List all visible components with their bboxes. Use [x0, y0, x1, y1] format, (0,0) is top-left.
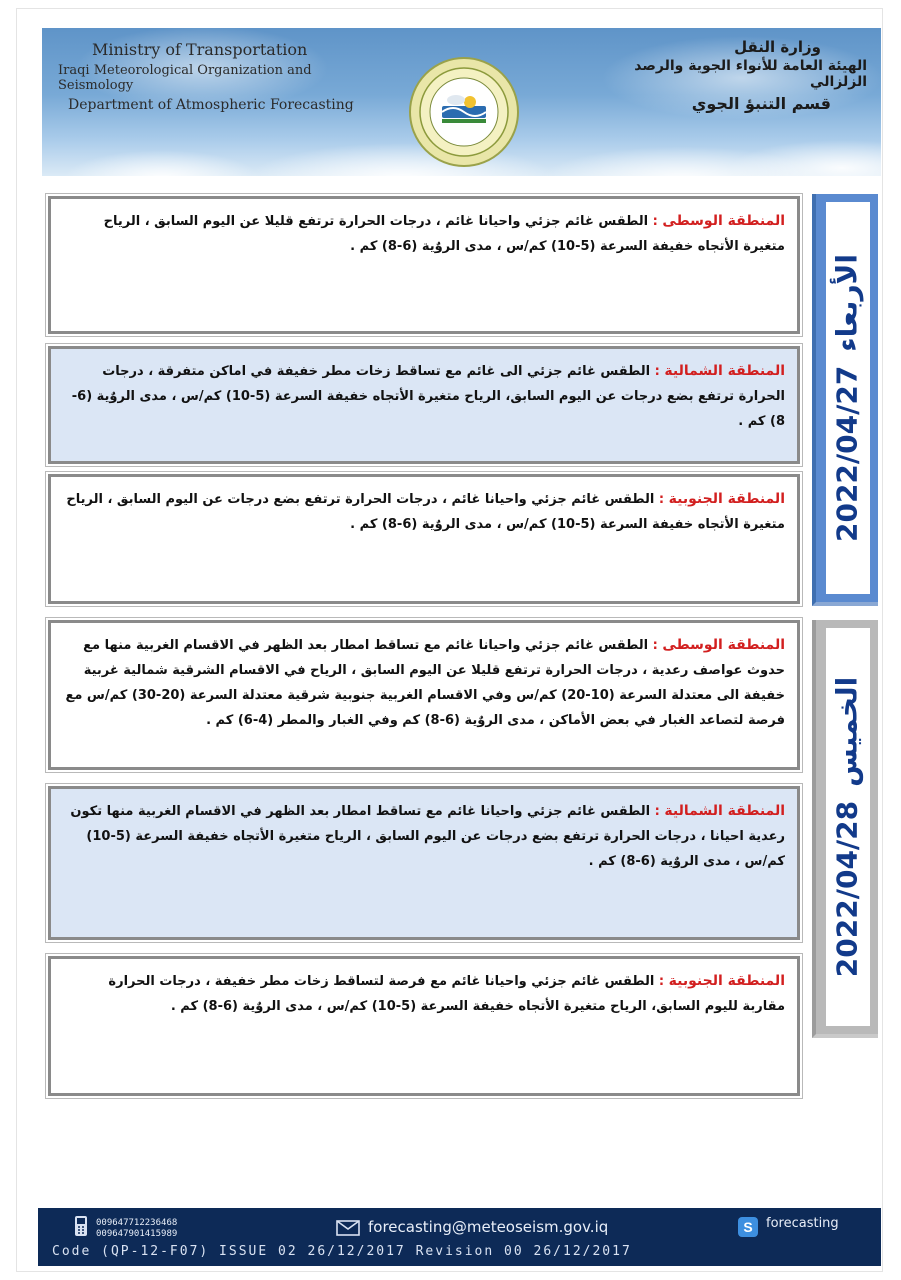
date-label-day2 [831, 677, 864, 977]
forecast-text: الطقس غائم جزئي واحيانا غائم ، درجات الحرارة ترتفع بضع درجات عن اليوم السابق ، الرياح متغيرة الأتجاه خفيفة السرعة (5-10) كم/س ، مدى الروٌية (6-8) كم . [66, 492, 785, 532]
date-bar-day2 [812, 620, 878, 1038]
region-name: المنطقة الشمالية [664, 363, 785, 379]
day-name: الأربعاء [830, 253, 864, 352]
document-code: Code (QP-12-F07) ISSUE 02 26/12/2017 Revision 00 26/12/2017 [52, 1244, 632, 1259]
ministry-name-en: Ministry of Transportation [92, 40, 308, 59]
phone-numbers [96, 1218, 177, 1240]
forecast-text: الطقس غائم جزئي واحيانا غائم مع فرصة لتساقط زخات مطر خفيفة ، درجات الحرارة مقاربة لليوم السابق، الرياح متغيرة الأتجاه خفيفة السرعة (5-10) كم/س ، مدى الروٌية (6-8) كم . [108, 974, 785, 1014]
footer [38, 1208, 881, 1266]
region-name: المنطقة الشمالية [664, 803, 785, 819]
forecast-box-day2-north: المنطقة الشمالية : الطقس غائم جزئي واحيانا غائم مع تساقط امطار بعد الظهر في الاقسام الغربية منها تكون رعدية احيانا ، درجات الحرارة ترتفع بضع درجات عن اليوم السابق ، الرياح متغيرة الأتجاه خفيفة السرعة (5-10) كم/س ، مدى الروٌية (6-8) كم . [48, 786, 800, 940]
contact-email[interactable]: forecasting@meteoseism.gov.iq [368, 1218, 609, 1236]
region-name: المنطقة الجنوبية [668, 973, 785, 989]
department-name-ar: قسم التنبؤ الجوي [691, 94, 831, 113]
organization-name-ar: الهيئة العامة للأنواء الجوية والرصد الزلزالي [634, 58, 867, 90]
header-english [58, 40, 358, 113]
date-label-day1 [831, 254, 864, 542]
date-value: 2022/04/28 [830, 800, 864, 978]
forecast-box-day2-central: المنطقة الوسطى : الطقس غائم جزئي واحيانا غائم مع تساقط امطار بعد الظهر في الاقسام الغربية منها مع حدوث عواصف رعدية ، درجات الحرارة ترتفع قليلا عن اليوم السابق ، الرياح في الاقسام الشرقية شمالية غربية خفيفة الى معتدلة السرعة (10-20) كم/س وفي الاقسام الغربية جنوبية شرقية معتدلة السرعة (20-30) كم/س مع فرصة لتصاعد الغبار في بعض الأماكن ، مدى الروٌية (6-8) كم وفي الغبار والمطر (4-6) كم . [48, 620, 800, 770]
department-name-en: Department of Atmospheric Forecasting [68, 97, 354, 113]
header-arabic [587, 38, 867, 113]
forecast-text: الطقس غائم جزئي واحيانا غائم ، درجات الحرارة ترتفع قليلا عن اليوم السابق ، الرياح متغيرة الأتجاه خفيفة السرعة (5-10) كم/س ، مدى الروٌية (6-8) كم . [103, 214, 785, 254]
day-name: الخميس [830, 676, 864, 787]
ministry-name-ar: وزارة النقل [734, 38, 821, 56]
header-banner [42, 28, 881, 176]
phone-number-1: 009647712236468 [96, 1218, 178, 1228]
region-name: المنطقة الوسطى [662, 637, 785, 653]
region-name: المنطقة الجنوبية [668, 491, 785, 507]
forecast-box-day1-north: المنطقة الشمالية : الطقس غائم جزئي الى غائم مع تساقط زخات مطر خفيفة في اماكن متفرقة ، درجات الحرارة ترتفع بضع درجات عن اليوم السابق، الرياح متغيرة الأتجاه خفيفة السرعة (5-10) كم/س ، مدى الروٌية (6-8) كم . [48, 346, 800, 464]
forecast-text: الطقس غائم جزئي الى غائم مع تساقط زخات مطر خفيفة في اماكن متفرقة ، درجات الحرارة ترتفع بضع درجات عن اليوم السابق، الرياح متغيرة الأتجاه خفيفة السرعة (5-10) كم/س ، مدى الروٌية (6-8) كم . [71, 364, 785, 429]
organization-seal-icon [408, 56, 520, 168]
email-icon [336, 1220, 360, 1236]
svg-text:S: S [743, 1219, 753, 1235]
forecast-box-day1-central: المنطقة الوسطى : الطقس غائم جزئي واحيانا غائم ، درجات الحرارة ترتفع قليلا عن اليوم السابق ، الرياح متغيرة الأتجاه خفيفة السرعة (5-10) كم/س ، مدى الروٌية (6-8) كم . [48, 196, 800, 334]
region-name: المنطقة الوسطى [662, 213, 785, 229]
date-value: 2022/04/27 [830, 365, 864, 543]
phone-icon [74, 1215, 88, 1237]
skype-handle[interactable]: forecasting [766, 1216, 839, 1231]
forecast-text: الطقس غائم جزئي واحيانا غائم مع تساقط امطار بعد الظهر في الاقسام الغربية منها مع حدوث عواصف رعدية ، درجات الحرارة ترتفع قليلا عن اليوم السابق ، الرياح في الاقسام الشرقية شمالية غربية خفيفة الى معتدلة السرعة (10-20) كم/س وفي الاقسام الغربية جنوبية شرقية معتدلة السرعة (20-30) كم/س مع فرصة لتصاعد الغبار في بعض الأماكن ، مدى الروٌية (6-8) كم وفي الغبار والمطر (4-6) كم . [65, 638, 785, 728]
forecast-text: الطقس غائم جزئي واحيانا غائم مع تساقط امطار بعد الظهر في الاقسام الغربية منها تكون رعدية احيانا ، درجات الحرارة ترتفع بضع درجات عن اليوم السابق ، الرياح متغيرة الأتجاه خفيفة السرعة (5-10) كم/س ، مدى الروٌية (6-8) كم . [70, 804, 785, 869]
phone-number-2: 009647901415989 [96, 1229, 178, 1239]
organization-name-en: Iraqi Meteorological Organization and Seismology [58, 63, 312, 93]
date-bar-day1 [812, 194, 878, 606]
forecast-box-day2-south: المنطقة الجنوبية : الطقس غائم جزئي واحيانا غائم مع فرصة لتساقط زخات مطر خفيفة ، درجات الحرارة مقاربة لليوم السابق، الرياح متغيرة الأتجاه خفيفة السرعة (5-10) كم/س ، مدى الروٌية (6-8) كم . [48, 956, 800, 1096]
skype-icon [738, 1217, 758, 1237]
forecast-box-day1-south: المنطقة الجنوبية : الطقس غائم جزئي واحيانا غائم ، درجات الحرارة ترتفع بضع درجات عن اليوم السابق ، الرياح متغيرة الأتجاه خفيفة السرعة (5-10) كم/س ، مدى الروٌية (6-8) كم . [48, 474, 800, 604]
